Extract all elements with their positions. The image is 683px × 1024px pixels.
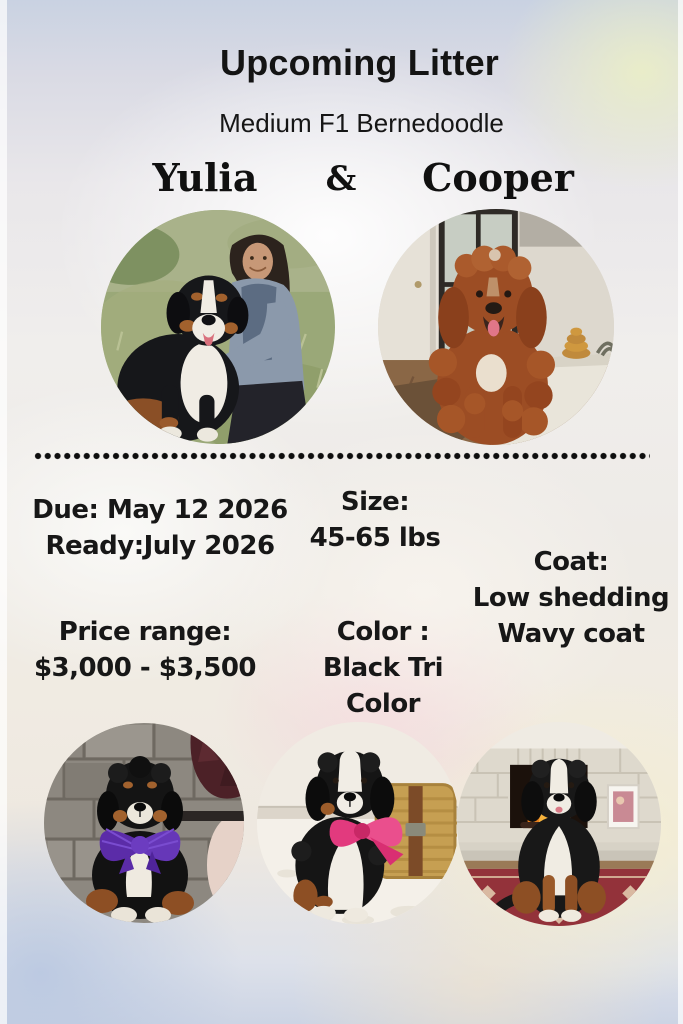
sire-name: Cooper [422, 155, 574, 200]
puppy-photo-3 [457, 722, 661, 926]
poster-title: Upcoming Litter [220, 42, 499, 83]
size-label: Size: [340, 487, 410, 517]
due-ready-info [18, 492, 302, 564]
dam-name: Yulia [152, 155, 258, 200]
size-value: 45-65 lbs [309, 523, 441, 553]
puppy-photo-2 [257, 722, 459, 924]
price-value: $3,000 - $3,500 [33, 653, 257, 683]
due-date: Due: May 12 2026 [32, 495, 288, 525]
coat-label: Coat: [533, 547, 609, 577]
coat-value-line1: Low shedding [472, 583, 670, 613]
puppy-photo-1 [44, 723, 244, 923]
price-label: Price range: [58, 617, 232, 647]
sire-photo [378, 209, 614, 445]
poster-subtitle: Medium F1 Bernedoodle [219, 108, 504, 138]
right-edge-highlight [678, 0, 683, 1024]
left-edge-highlight [0, 0, 7, 1024]
size-info [290, 484, 460, 556]
ready-date: Ready:July 2026 [45, 531, 275, 561]
color-label: Color : [336, 617, 430, 647]
color-value: Black Tri Color [322, 653, 444, 719]
dotted-divider [34, 452, 650, 460]
coat-value-line2: Wavy coat [497, 619, 645, 649]
dam-photo [101, 210, 335, 444]
ampersand-separator: & [325, 159, 357, 199]
price-info [8, 614, 282, 686]
coat-info [466, 544, 676, 652]
color-info [288, 614, 478, 722]
